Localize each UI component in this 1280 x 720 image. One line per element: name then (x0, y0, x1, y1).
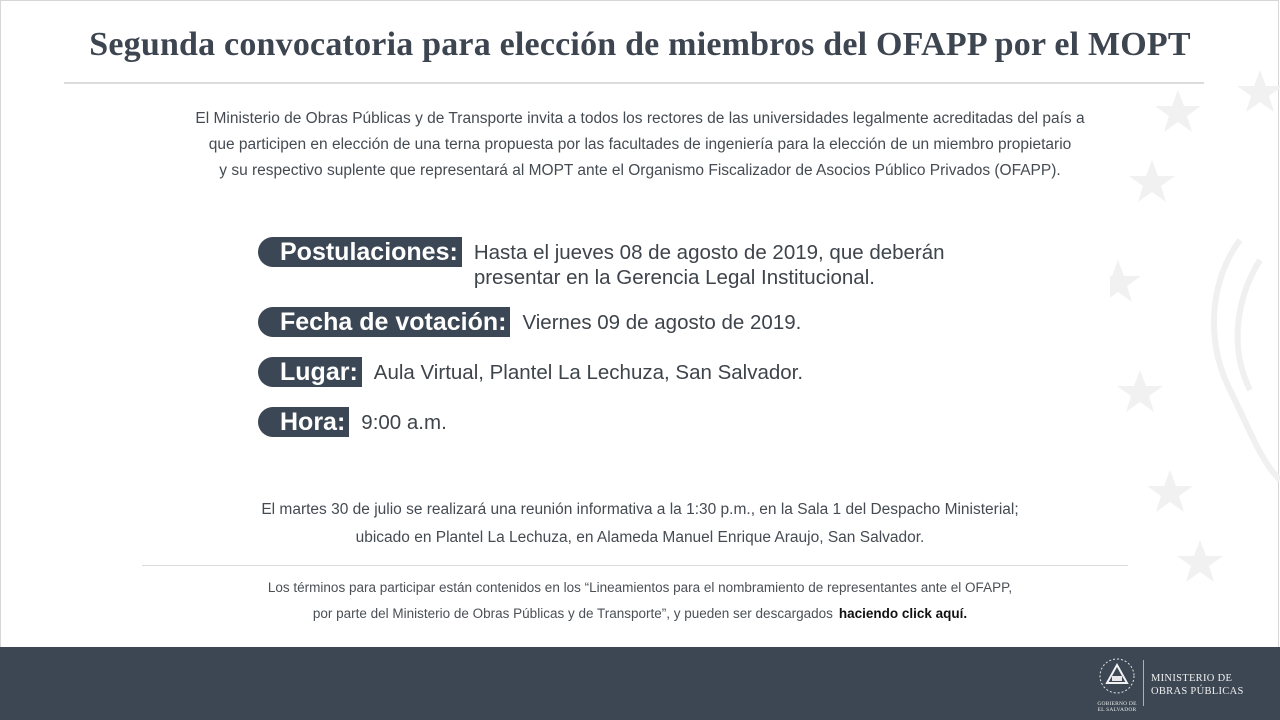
terms-text (140, 575, 1140, 627)
postulaciones-value (474, 237, 945, 290)
intro-line: El Ministerio de Obras Públicas y de Transporte invita a todos los rectores de las universidades legalmente acreditadas del país a (195, 110, 1085, 127)
ministry-line: OBRAS PÚBLICAS (1151, 686, 1244, 697)
ministry-line: MINISTERIO DE (1151, 673, 1233, 684)
footer-separator (1143, 660, 1144, 706)
votacion-row (258, 307, 801, 337)
postulaciones-label: Postulaciones: (258, 237, 462, 267)
seal-label-line: GOBIERNO DE (1097, 701, 1137, 707)
coat-of-arms-icon (1097, 656, 1137, 696)
intro-line: y su respectivo suplente que representará al MOPT ante el Organismo Fiscalizador de Asocios Público Privados (OFAPP). (219, 162, 1061, 179)
postulaciones-line: Hasta el jueves 08 de agosto de 2019, que deberán (473, 241, 945, 264)
footer-bar (0, 647, 1280, 720)
intro-paragraph (140, 106, 1140, 184)
government-seal (1094, 656, 1140, 712)
terms-line: Los términos para participar están contenidos en los “Lineamientos para el nombramiento de representantes ante el OFAPP, (267, 580, 1013, 595)
lugar-label: Lugar: (258, 357, 362, 387)
votacion-value: Viernes 09 de agosto de 2019. (522, 311, 802, 334)
terms-line (140, 601, 1140, 627)
postulaciones-line: presentar en la Gerencia Legal Institucional. (473, 266, 875, 289)
hora-value: 9:00 a.m. (361, 411, 447, 434)
download-link[interactable]: haciendo click aquí. (838, 606, 968, 621)
hora-label: Hora: (258, 407, 349, 437)
ministry-name (1151, 672, 1244, 698)
lugar-value: Aula Virtual, Plantel La Lechuza, San Salvador. (373, 361, 804, 384)
meeting-line: ubicado en Plantel La Lechuza, en Alameda Manuel Enrique Araujo, San Salvador. (355, 529, 925, 546)
postulaciones-row (258, 237, 945, 290)
seal-label-line: EL SALVADOR (1097, 707, 1137, 713)
title-divider (64, 82, 1204, 84)
intro-line: que participen en elección de una terna propuesta por las facultades de ingeniería para la elección de un miembro propietario (208, 136, 1072, 153)
terms-divider (142, 565, 1128, 566)
hora-row (258, 407, 447, 437)
page-title: Segunda convocatoria para elección de miembros del OFAPP por el MOPT (89, 26, 1191, 63)
terms-line-text: por parte del Ministerio de Obras Públicas y de Transporte”, y pueden ser descargados (312, 606, 833, 621)
votacion-label: Fecha de votación: (258, 307, 510, 337)
meeting-line: El martes 30 de julio se realizará una reunión informativa a la 1:30 p.m., en la Sala 1 del Despacho Ministerial; (261, 501, 1019, 518)
meeting-info (140, 496, 1140, 552)
lugar-row (258, 357, 803, 387)
